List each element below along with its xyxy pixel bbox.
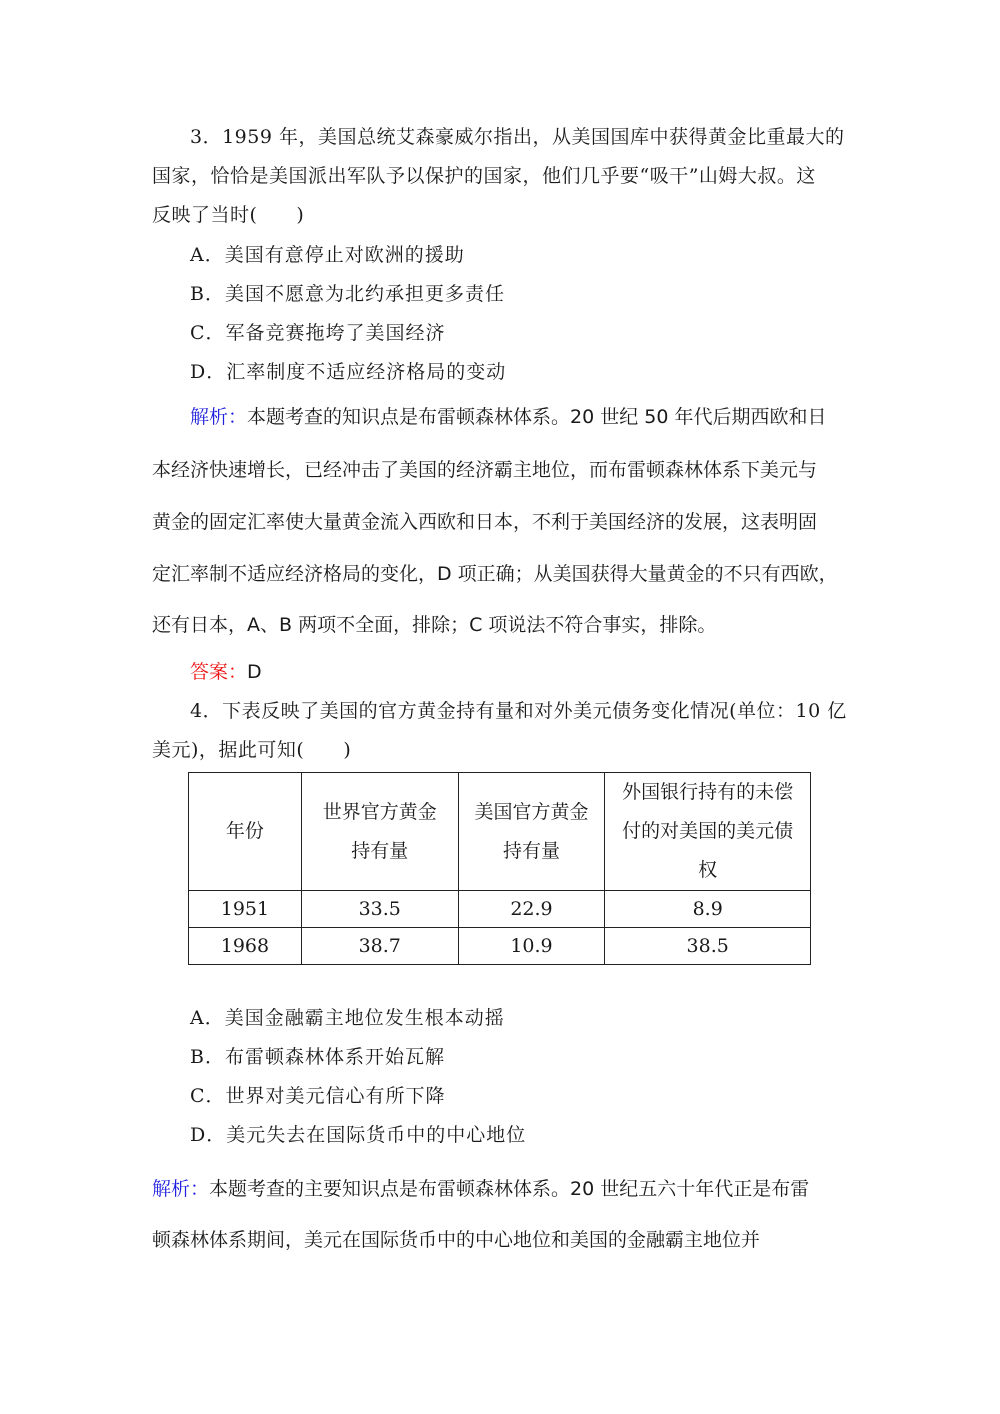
q4-analysis-label: 解析： — [152, 1178, 210, 1200]
header-world-gold: 世界官方黄金 持有量 — [301, 773, 458, 891]
q4-option-a: A．美国金融霸主地位发生根本动摇 — [190, 1007, 505, 1029]
q4-analysis-text-1: 本题考查的主要知识点是布雷顿森林体系。20 世纪五六十年代正是布雷 — [209, 1178, 810, 1200]
q3-option-d: D．汇率制度不适应经济格局的变动 — [190, 361, 507, 383]
q3-answer-value: D — [247, 661, 262, 683]
cell-us-gold: 10.9 — [458, 928, 605, 965]
q3-stem-line-1: 3．1959 年，美国总统艾森豪威尔指出，从美国国库中获得黄金比重最大的 — [190, 126, 845, 148]
cell-year: 1968 — [189, 928, 302, 965]
q4-analysis-line-2: 顿森林体系期间，美元在国际货币中的中心地位和美国的金融霸主地位并 — [152, 1229, 761, 1251]
q3-option-a: A．美国有意停止对欧洲的援助 — [190, 244, 465, 266]
q3-option-c: C．军备竞赛拖垮了美国经济 — [190, 322, 446, 344]
q3-answer — [190, 657, 262, 684]
table-header-row — [189, 773, 811, 891]
cell-us-gold: 22.9 — [458, 891, 605, 928]
q3-analysis-text-1: 本题考查的知识点是布雷顿森林体系。20 世纪 50 年代后期西欧和日 — [247, 406, 827, 428]
q3-analysis-line-5: 还有日本，A、B 两项不全面，排除；C 项说法不符合事实，排除。 — [152, 614, 717, 636]
q4-option-b: B．布雷顿森林体系开始瓦解 — [190, 1046, 445, 1068]
header-foreign-claims: 外国银行持有的未偿 付的对美国的美元债 权 — [605, 773, 811, 891]
q3-stem-line-3: 反映了当时( ) — [152, 204, 305, 226]
q4-stem-line-1: 4．下表反映了美国的官方黄金持有量和对外美元债务变化情况(单位：10 亿 — [190, 700, 847, 722]
q4-analysis-line-1 — [152, 1174, 809, 1201]
q3-analysis-line-3: 黄金的固定汇率使大量黄金流入西欧和日本，不利于美国经济的发展，这表明固 — [152, 511, 818, 533]
q3-analysis-line-1 — [190, 402, 827, 429]
q4-option-c: C．世界对美元信心有所下降 — [190, 1085, 446, 1107]
gold-debt-table — [188, 772, 811, 965]
cell-year: 1951 — [189, 891, 302, 928]
table-row — [189, 928, 811, 965]
table-row — [189, 891, 811, 928]
q4-stem-line-2: 美元)，据此可知( ) — [152, 739, 352, 761]
q3-analysis-label: 解析： — [190, 406, 248, 428]
q3-analysis-line-4: 定汇率制不适应经济格局的变化，D 项正确；从美国获得大量黄金的不只有西欧， — [152, 563, 838, 585]
cell-world-gold: 38.7 — [301, 928, 458, 965]
header-us-gold: 美国官方黄金 持有量 — [458, 773, 605, 891]
q4-option-d: D．美元失去在国际货币中的中心地位 — [190, 1124, 527, 1146]
q3-stem-line-2: 国家，恰恰是美国派出军队予以保护的国家，他们几乎要“吸干”山姆大叔。这 — [152, 165, 816, 187]
header-year: 年份 — [189, 773, 302, 891]
q3-answer-label: 答案： — [190, 661, 248, 683]
cell-world-gold: 33.5 — [301, 891, 458, 928]
q3-analysis-line-2: 本经济快速增长，已经冲击了美国的经济霸主地位，而布雷顿森林体系下美元与 — [152, 459, 818, 481]
cell-foreign-claims: 38.5 — [605, 928, 811, 965]
cell-foreign-claims: 8.9 — [605, 891, 811, 928]
q3-option-b: B．美国不愿意为北约承担更多责任 — [190, 283, 505, 305]
